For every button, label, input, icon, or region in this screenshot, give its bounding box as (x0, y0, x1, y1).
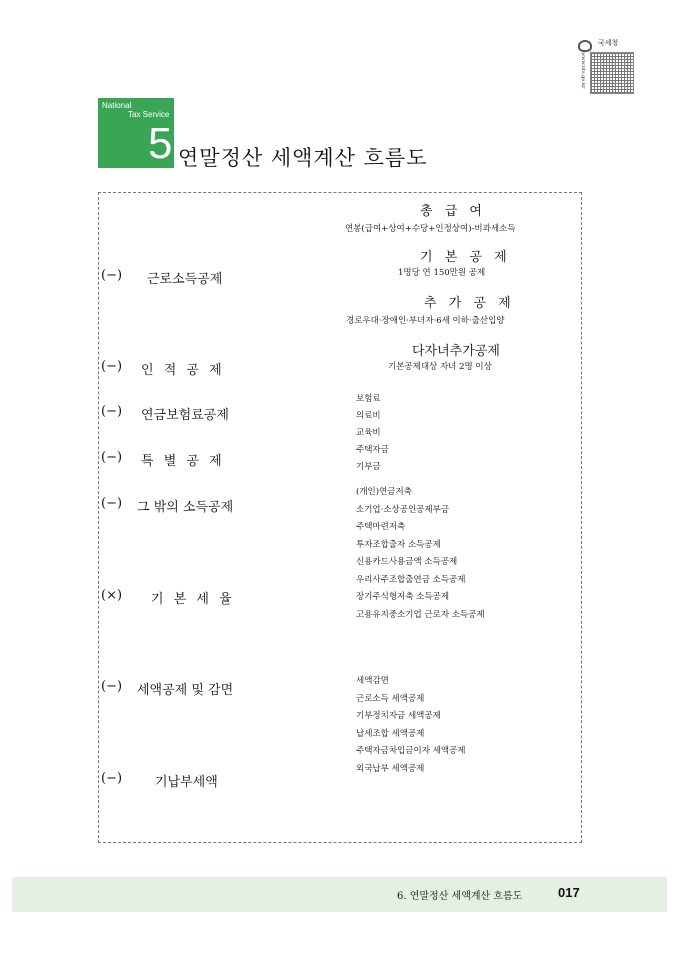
page-footer (12, 877, 667, 912)
operator: (−) (101, 450, 123, 465)
badge-line2: Tax Service (128, 110, 170, 119)
multi-child-detail: 기본공제대상 자녀 2명 이상 (388, 362, 492, 372)
chapter-badge (98, 98, 174, 168)
multi-child-heading: 다자녀추가공제 (412, 344, 500, 359)
page-number: 017 (558, 885, 580, 900)
list-item: 기부정치자금 세액공제 (356, 711, 441, 721)
basic-deduction-detail: 1명당 연 150만원 공제 (398, 268, 486, 278)
row-label: 근로소득공제 (147, 272, 223, 287)
list-item: 교육비 (356, 428, 381, 438)
chapter-number: 5 (148, 119, 173, 168)
list-item: 장기주식형저축 소득공제 (356, 592, 450, 602)
badge-line1: National (102, 101, 132, 110)
qr-code-icon (590, 52, 634, 94)
list-item: 신용카드사용금액 소득공제 (356, 557, 458, 567)
other-deduction-list (356, 484, 485, 624)
list-item: 주택자금차입금이자 세액공제 (356, 746, 466, 756)
list-item: 의료비 (356, 411, 381, 421)
nts-emblem-icon (578, 40, 592, 52)
row-label: 기 본 세 율 (151, 592, 235, 607)
org-label: 국세청 (598, 39, 619, 47)
list-item: 외국납부 세액공제 (356, 763, 425, 774)
list-item: 납세조합 세액공제 (356, 728, 425, 739)
page-title: 연말정산 세액계산 흐름도 (178, 146, 428, 170)
additional-deduction-detail: 경로우대·장애인·부녀자·6세 이하·출산입양 (346, 316, 505, 326)
row-label: 세액공제 및 감면 (137, 683, 234, 698)
operator: (−) (101, 679, 123, 694)
list-item: 주택자금 (356, 445, 389, 455)
tax-credit-list (356, 673, 465, 778)
qr-caption: www.nts.go.kr (580, 52, 586, 89)
total-salary-detail: 연봉(급여+상여+수당+인정상여)-비과세소득 (345, 224, 516, 234)
list-item: 소기업·소상공인공제부금 (356, 504, 450, 515)
list-item: 주택마련저축 (356, 522, 406, 532)
basic-deduction-heading: 기 본 공 제 (420, 250, 511, 265)
flowchart-frame (98, 192, 582, 843)
operator: (−) (101, 268, 123, 283)
list-item: 투자조합출자 소득공제 (356, 539, 441, 550)
additional-deduction-heading: 추 가 공 제 (424, 296, 515, 311)
footer-section-title: 6. 연말정산 세액계산 흐름도 (397, 891, 523, 902)
list-item: 보험료 (356, 394, 381, 404)
list-item: 근로소득 세액공제 (356, 693, 425, 704)
list-item: 세액감면 (356, 676, 389, 686)
operator: (−) (101, 496, 123, 511)
row-label: 연금보험료공제 (141, 408, 229, 423)
total-salary-heading: 총 급 여 (420, 204, 486, 219)
row-label: 기납부세액 (155, 775, 218, 790)
row-label: 인 적 공 제 (141, 363, 225, 378)
list-item: (개인)연금저축 (356, 487, 412, 497)
row-label: 그 밖의 소득공제 (137, 500, 234, 515)
list-item: 우리사주조합출연금 소득공제 (356, 574, 466, 585)
special-deduction-list (356, 391, 389, 476)
operator: (−) (101, 359, 123, 374)
list-item: 고용유지중소기업 근로자 소득공제 (356, 609, 485, 620)
row-label: 특 별 공 제 (141, 454, 225, 469)
list-item: 기부금 (356, 462, 381, 472)
operator: (−) (101, 404, 123, 419)
operator: (−) (101, 771, 123, 786)
operator: (×) (101, 588, 123, 603)
